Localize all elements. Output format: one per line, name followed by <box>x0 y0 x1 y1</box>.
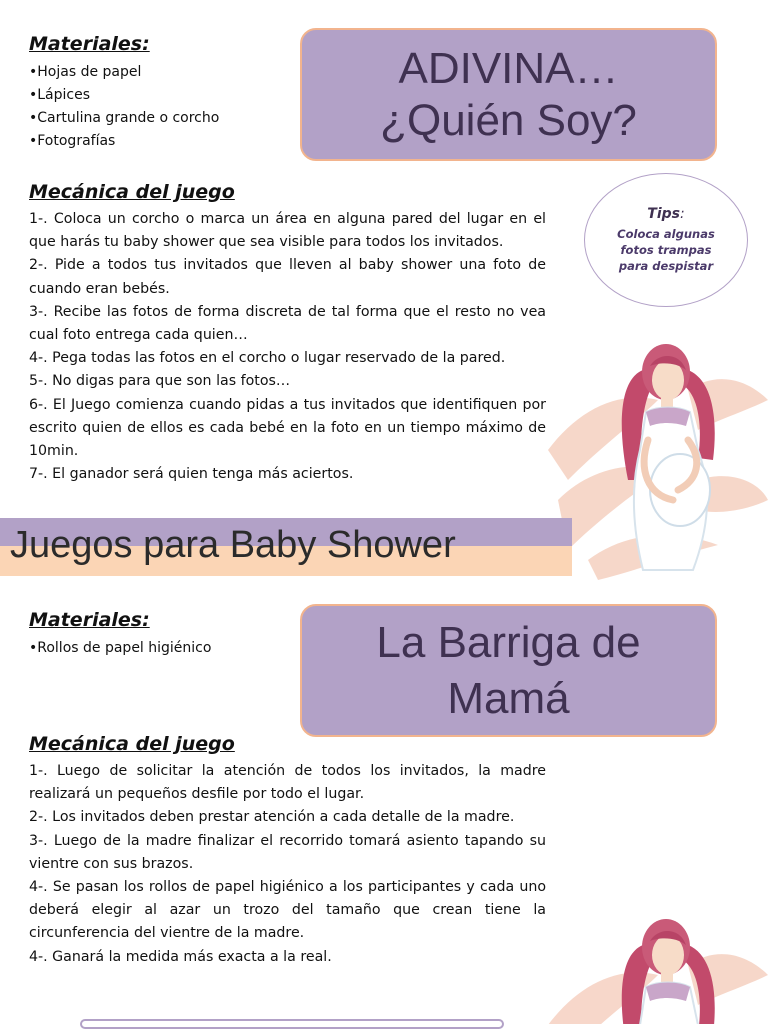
materials-item: •Rollos de papel higiénico <box>29 640 212 656</box>
step: 4-. Pega todas las fotos en el corcho o lugar reservado de la pared. <box>29 350 506 367</box>
mechanics-steps-2 <box>29 760 546 969</box>
materials-item: •Cartulina grande o corcho <box>29 110 220 126</box>
step: 4-. Se pasan los rollos de papel higiénico a los participantes y cada uno deberá elegir al azar un trozo del tamaño que crean tiene la circunferencia del vientre de la madre. <box>29 879 546 942</box>
game-title-line2: ¿Quién Soy? <box>380 95 637 145</box>
tips-colon: : <box>679 206 685 222</box>
step: 2-. Pide a todos tus invitados que lleven al baby shower una foto de cuando eran bebés. <box>29 257 546 297</box>
tips-line: fotos trampas <box>620 243 712 257</box>
game-title-line2: Mamá <box>447 673 570 723</box>
pregnant-woman-illustration-2 <box>548 905 768 1024</box>
step: 5-. No digas para que son las fotos… <box>29 373 291 390</box>
game-title-box <box>300 28 717 161</box>
materials-item: •Hojas de papel <box>29 64 142 80</box>
materials-list-2 <box>29 637 211 660</box>
materials-list <box>29 61 219 153</box>
materials-title-2: Materiales: <box>29 609 150 631</box>
tips-title: Tips <box>647 206 680 222</box>
step: 1-. Luego de solicitar la atención de todos los invitados, la madre realizará un pequeños desfile por todo el lugar. <box>29 763 546 803</box>
step: 6-. El Juego comienza cuando pidas a tus invitados que identifiquen por escrito quien de ellos es cada bebé en la foto en un tiempo máximo de 10min. <box>29 396 546 460</box>
mechanics-title-2: Mecánica del juego <box>29 733 235 755</box>
step: 7-. El ganador será quien tenga más aciertos. <box>29 466 354 483</box>
game-title-line1: La Barriga de <box>376 617 641 667</box>
pregnant-woman-illustration <box>548 330 768 580</box>
materials-item: •Lápices <box>29 87 91 103</box>
tips-text <box>617 226 715 274</box>
mechanics-title: Mecánica del juego <box>29 181 235 203</box>
game-title-box-2 <box>300 604 717 737</box>
step: 1-. Coloca un corcho o marca un área en alguna pared del lugar en el que harás tu baby shower que sea visible para todos los invitados. <box>29 211 546 251</box>
tips-line: Coloca algunas <box>617 227 715 241</box>
banner-title: Juegos para Baby Shower <box>10 524 456 566</box>
step: 3-. Recibe las fotos de forma discreta de tal forma que el resto no vea cual foto entrega cada quien… <box>29 303 546 344</box>
materials-item: •Fotografías <box>29 133 116 149</box>
mechanics-steps <box>29 208 546 486</box>
tips-bubble <box>584 173 748 307</box>
game-title-line1: ADIVINA… <box>398 43 619 93</box>
materials-title: Materiales: <box>29 33 150 55</box>
step: 4-. Ganará la medida más exacta a la real. <box>29 948 332 965</box>
step: 3-. Luego de la madre finalizar el recorrido tomará asiento tapando su vientre con sus brazos. <box>29 832 546 872</box>
step: 2-. Los invitados deben prestar atención a cada detalle de la madre. <box>29 809 515 826</box>
tips-line: para despistar <box>618 259 714 273</box>
next-section-box <box>80 1019 504 1029</box>
tips-title-row <box>647 206 684 222</box>
